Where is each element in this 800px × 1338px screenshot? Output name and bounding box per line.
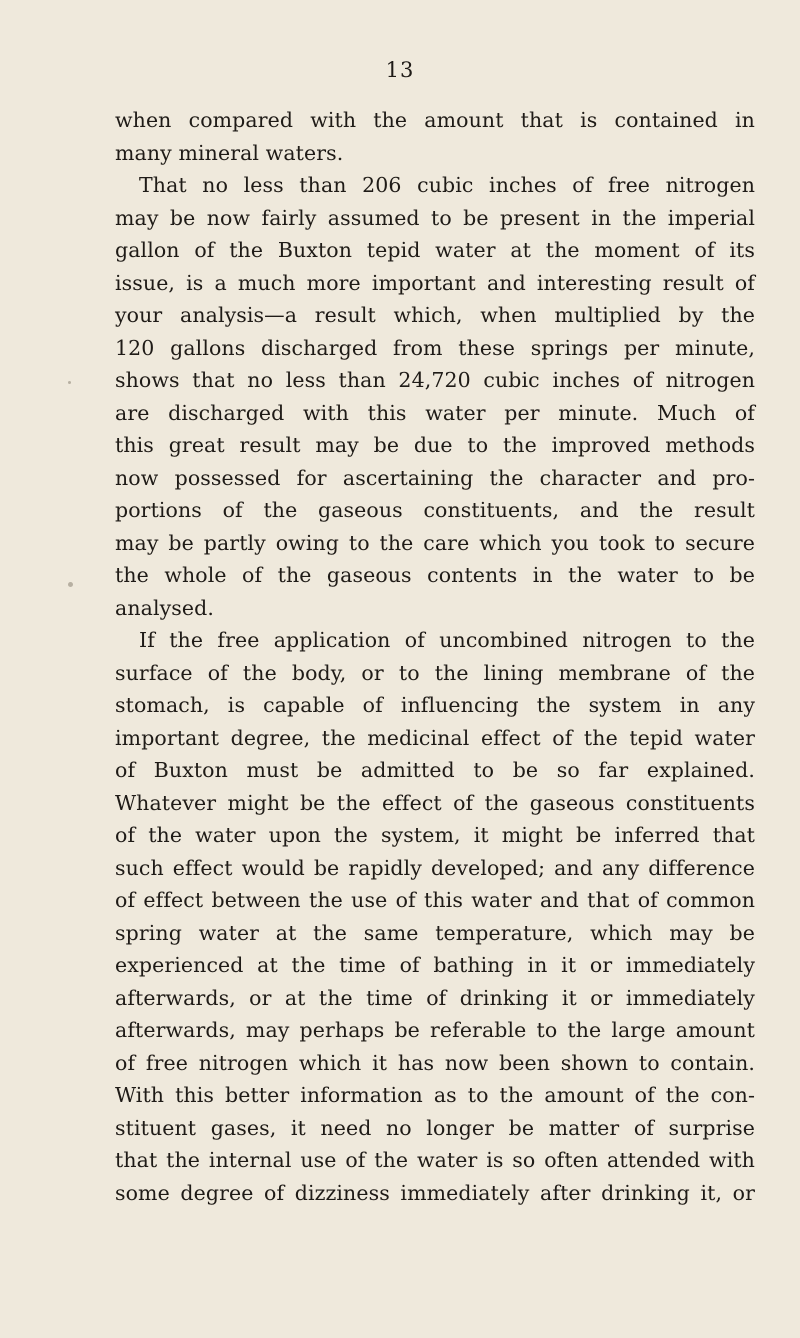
text-line: of free nitrogen which it has now been shown to contain.: [115, 1050, 755, 1075]
page-number: 13: [385, 58, 415, 82]
margin-mark: [68, 582, 73, 587]
text-line: shows that no less than 24,720 cubic inches of nitrogen: [115, 368, 755, 392]
margin-mark: [68, 381, 71, 384]
text-line: experienced at the time of bathing in it or immediately: [115, 953, 755, 977]
text-line: of Buxton must be admitted to be so far explained.: [115, 758, 755, 782]
text-line: If the free application of uncombined nitrogen to the: [139, 628, 755, 652]
text-line: may be partly owing to the care which you took to secure: [115, 530, 755, 555]
text-line: surface of the body, or to the lining membrane of the: [115, 660, 755, 685]
text-line: are discharged with this water per minute. Much of: [115, 400, 755, 425]
text-line: 120 gallons discharged from these springs per minute,: [115, 335, 755, 360]
text-line: when compared with the amount that is contained in: [115, 108, 755, 132]
text-line: Whatever might be the effect of the gaseous constituents: [115, 790, 755, 815]
text-line: stituent gases, it need no longer be matter of surprise: [115, 1115, 755, 1140]
text-line: this great result may be due to the improved methods: [115, 433, 755, 457]
text-line: gallon of the Buxton tepid water at the moment of its: [115, 238, 755, 262]
text-line: the whole of the gaseous contents in the water to be: [115, 563, 755, 587]
text-line: stomach, is capable of influencing the system in any: [115, 693, 755, 717]
text-line: now possessed for ascertaining the character and pro-: [115, 465, 755, 490]
text-line: That no less than 206 cubic inches of free nitrogen: [139, 173, 755, 197]
text-line: issue, is a much more important and interesting result of: [115, 270, 755, 295]
text-line: some degree of dizziness immediately after drinking it, or: [115, 1180, 755, 1205]
text-line: of effect between the use of this water and that of common: [115, 888, 755, 912]
text-line: portions of the gaseous constituents, and the result: [115, 498, 755, 522]
text-line: your analysis—a result which, when multiplied by the: [115, 303, 755, 327]
text-line: With this better information as to the amount of the con-: [115, 1083, 755, 1107]
text-line: afterwards, or at the time of drinking it or immediately: [115, 985, 755, 1010]
text-line: analysed.: [115, 595, 214, 620]
text-line: afterwards, may perhaps be referable to the large amount: [115, 1018, 755, 1042]
text-line: many mineral waters.: [115, 140, 344, 165]
text-line: may be now fairly assumed to be present in the imperial: [115, 205, 755, 230]
text-line: that the internal use of the water is so often attended with: [115, 1148, 755, 1172]
text-line: of the water upon the system, it might be inferred that: [115, 823, 755, 847]
text-line: spring water at the same temperature, which may be: [115, 920, 755, 945]
text-line: such effect would be rapidly developed; and any difference: [115, 855, 755, 880]
text-line: important degree, the medicinal effect of the tepid water: [115, 725, 755, 750]
body-text: [115, 104, 755, 1209]
